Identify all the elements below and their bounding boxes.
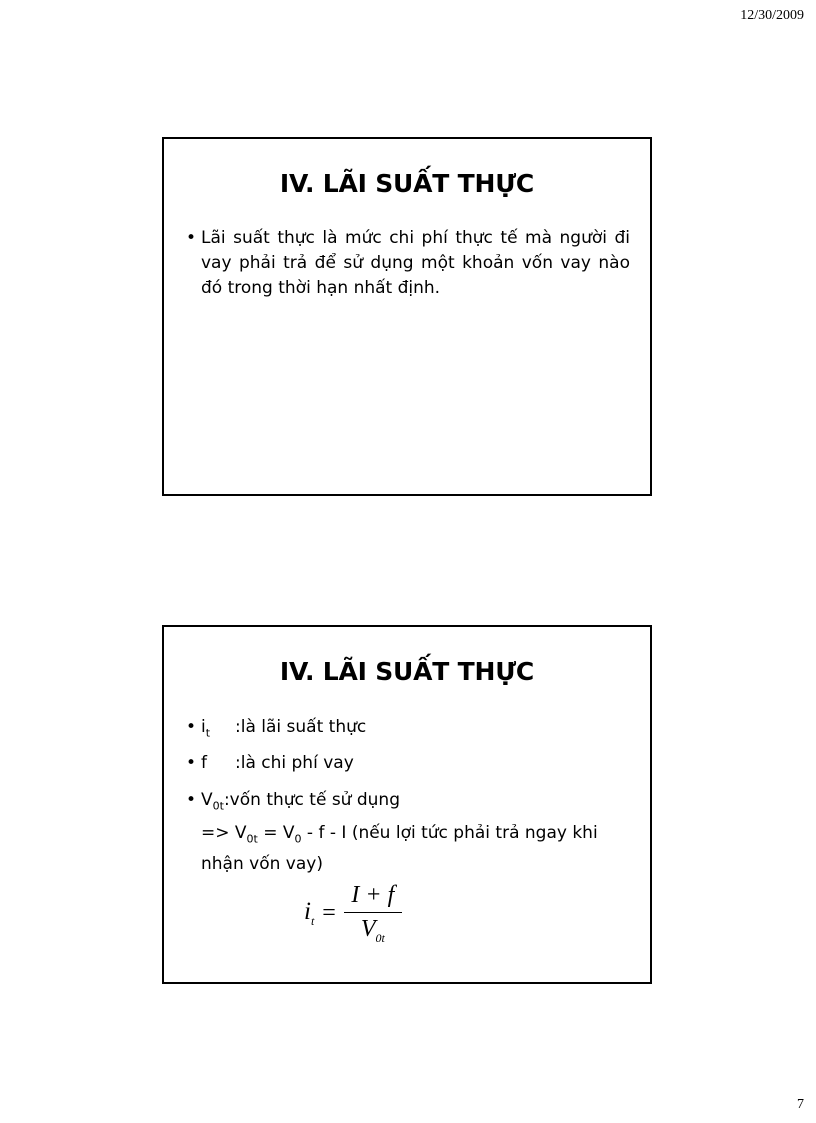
- definition-list: [186, 712, 630, 821]
- slide-real-interest-formula: [162, 625, 652, 984]
- list-item: [186, 785, 630, 821]
- bullet-list: [186, 226, 630, 301]
- bullet-text: Lãi suất thực là mức chi phí thực tế mà người đi vay phải trả để sử dụng một khoản vốn vay nào đó trong thời hạn nhất định.: [201, 228, 630, 298]
- list-item: [186, 712, 630, 748]
- formula-equals: =: [322, 900, 336, 927]
- slide-title: IV. LÃI SUẤT THỰC: [279, 169, 535, 198]
- symbol: $i_t$: [201, 717, 211, 740]
- formula-lhs: $i_t$: [304, 898, 315, 929]
- slide-title: IV. LÃI SUẤT THỰC: [279, 657, 535, 686]
- header-date: 12/30/2009: [740, 8, 804, 23]
- symbol: $V_{0t}$: [201, 789, 224, 813]
- bullet-icon: •: [186, 228, 197, 248]
- list-item: [186, 748, 630, 784]
- formula-numerator: I + f: [351, 882, 395, 908]
- definition-text: :là chi phí vay: [235, 753, 354, 774]
- real-interest-formula: [304, 882, 402, 946]
- definition-text: :là lãi suất thực: [235, 717, 367, 737]
- definition-text: :vốn thực tế sử dụng: [223, 789, 400, 810]
- page-number: 7: [797, 1097, 804, 1112]
- bullet-icon: •: [186, 753, 197, 774]
- formula-note: => $V_{0t} = V_0 - f - I$ (nếu lợi tức phải trả ngay khi nhận vốn vay): [201, 823, 598, 874]
- symbol: f: [201, 753, 207, 774]
- bullet-icon: •: [186, 717, 197, 737]
- formula-fraction: [344, 882, 402, 946]
- list-item: [186, 226, 630, 301]
- slide-real-interest-definition: [162, 137, 652, 496]
- bullet-icon: •: [186, 789, 197, 810]
- formula-denominator: $V_{0t}$: [360, 916, 385, 945]
